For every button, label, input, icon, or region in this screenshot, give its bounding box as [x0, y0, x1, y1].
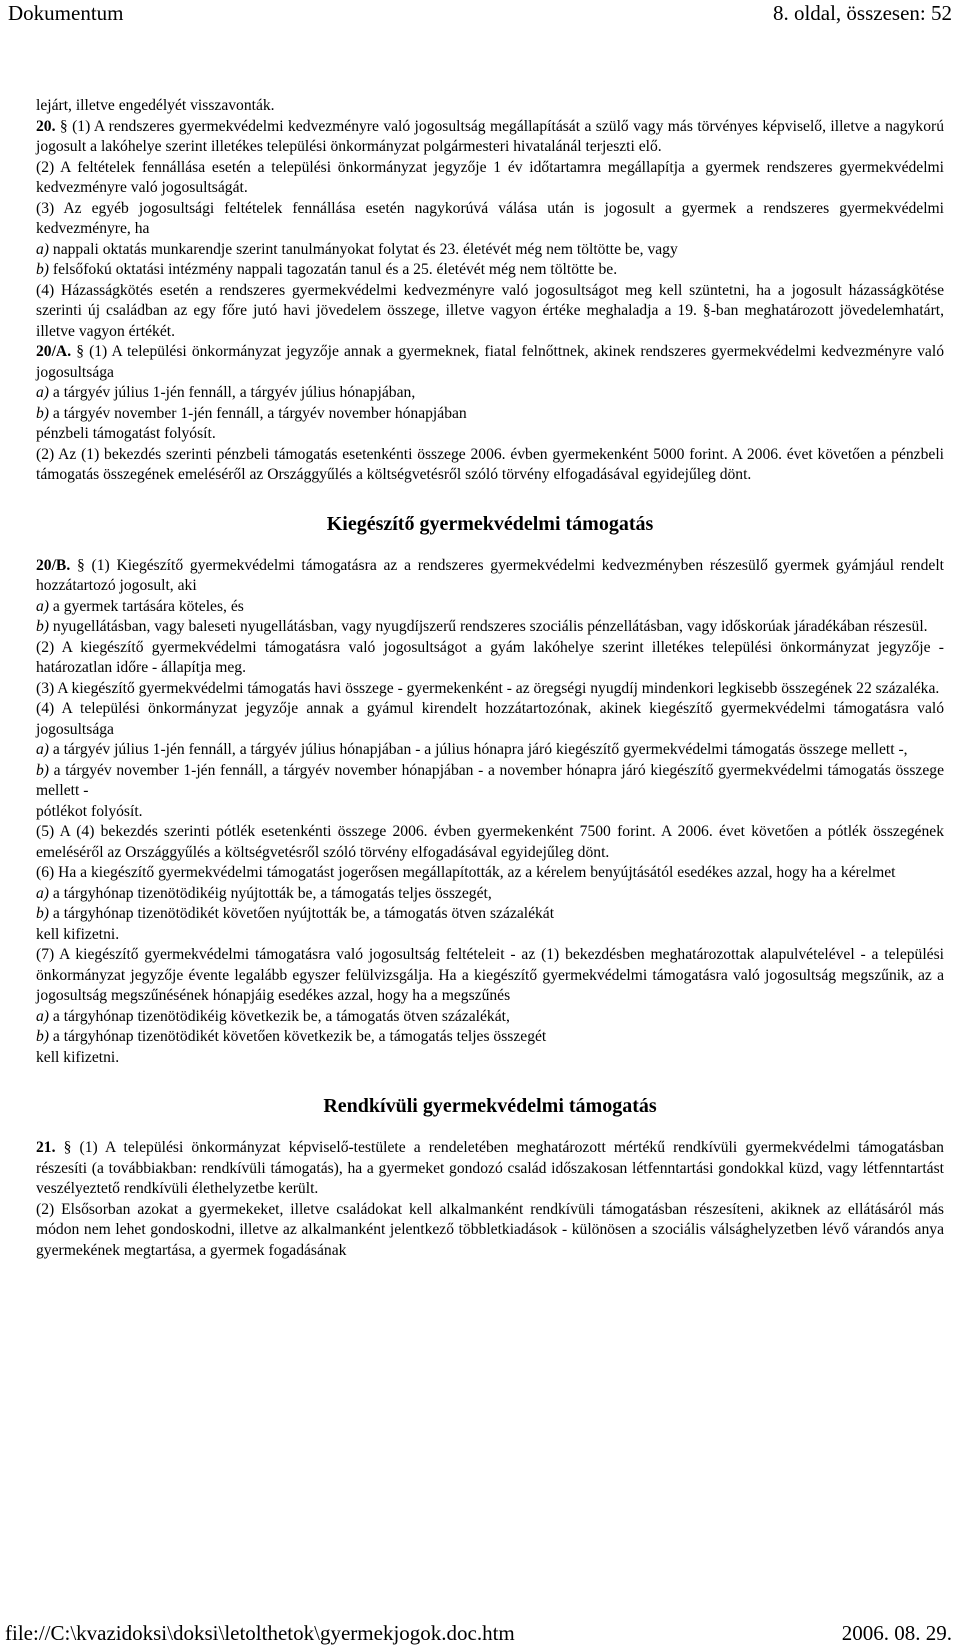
- header-title: Dokumentum: [8, 1, 124, 25]
- section-20b-p6: (6) Ha a kiegészítő gyermekvédelmi támogatást jogerősen megállapították, az a kérelem benyújtásától esedékes azzal, hogy ha a kérelmet: [36, 864, 896, 881]
- list-item: [36, 260, 944, 281]
- list-text: a tárgyhónap tizenötödikét követően nyújtották be, a támogatás ötven százalékát: [52, 905, 555, 922]
- list-letter: b): [36, 905, 49, 922]
- paragraph-text: § (1) A települési önkormányzat jegyzője annak a gyermeknek, fiatal felnőttnek, akinek rendszeres gyermekvédelmi kedvezményre való jogosultsága: [36, 343, 944, 381]
- paragraph: lejárt, illetve engedélyét visszavonták.: [36, 97, 275, 114]
- list-item: [36, 904, 944, 925]
- paragraph: pénzbeli támogatást folyósít.: [36, 425, 216, 442]
- paragraph: kell kifizetni.: [36, 925, 120, 943]
- list-text: a tárgyév november 1-jén fennáll, a tárgyév november hónapjában - a november hónapra járó kiegészítő gyermekvédelmi támogatás összege mellett -: [36, 761, 944, 799]
- header-page-count: 8. oldal, összesen: 52: [772, 1, 952, 25]
- section-20b-p5: (5) A (4) bekezdés szerinti pótlék esetenkénti összege 2006. évben gyermekenként 7500 forint. A 2006. évet követően a pótlék összegének emeléséről az Országgyűlés a költségvetésről szóló törvény elfogadásával egyidejűleg dönt.: [36, 823, 944, 861]
- section-number: 20.: [36, 117, 56, 135]
- list-letter: a): [36, 1007, 49, 1025]
- list-text: a gyermek tartására köteles, és: [52, 597, 244, 615]
- list-text: a tárgyév július 1-jén fennáll, a tárgyév július hónapjában - a július hónapra járó kiegészítő gyermekvédelmi támogatás összege mellett -,: [52, 741, 908, 758]
- list-letter: a): [36, 597, 49, 615]
- page-header: [0, 0, 960, 28]
- paragraph: pótlékot folyósít.: [36, 802, 143, 820]
- list-item: [36, 1007, 944, 1028]
- list-letter: a): [36, 741, 49, 758]
- list-item: [36, 240, 944, 261]
- list-letter: b): [36, 1028, 49, 1045]
- section-20-p1: [36, 117, 944, 158]
- section-number: 20/B.: [36, 556, 71, 574]
- page-footer: [0, 1620, 960, 1648]
- section-20b-p7: (7) A kiegészítő gyermekvédelmi támogatásra való jogosultság feltételeit - az (1) bekezdésben meghatározottak alapulvételével - a települési önkormányzat jegyzője évente legalább egyszer felülvizsgálja. Ha a kiegészítő gyermekvédelmi támogatásra való jogosultság megszűnik, az a jogosultság megszűnésének hónapjáig esedékes azzal, hogy ha a megszűnés: [36, 946, 944, 1004]
- section-20b-p1: [36, 556, 944, 597]
- list-letter: b): [36, 404, 49, 422]
- paragraph-text: § (1) Kiegészítő gyermekvédelmi támogatásra az a rendszeres gyermekvédelmi kedvezményben részesülő gyermek gyámjául rendelt hozzátartozó jogosult, aki: [36, 556, 944, 594]
- list-text: a tárgyév november 1-jén fennáll, a tárgyév november hónapjában: [52, 404, 467, 422]
- section-20b-p3: (3) A kiegészítő gyermekvédelmi támogatás havi összege - gyermekenként - az öregségi nyugdíj mindenkori legkisebb összegének 22 százaléka.: [36, 679, 940, 697]
- list-letter: a): [36, 240, 49, 258]
- list-item: [36, 1027, 944, 1048]
- section-20-p2: (2) A feltételek fennállása esetén a települési önkormányzat jegyzője 1 év időtartamra megállapítja a gyermek rendszeres gyermekvédelmi kedvezményre való jogosultságát.: [36, 158, 944, 196]
- list-letter: a): [36, 384, 49, 401]
- list-item: [36, 597, 944, 618]
- list-letter: b): [36, 261, 49, 278]
- footer-file-path: file://C:\kvazidoksi\doksi\letolthetok\gyermekjogok.doc.htm: [5, 1621, 515, 1645]
- list-text: nappali oktatás munkarendje szerint tanulmányokat folytat és 23. életévét még nem töltötte be, vagy: [52, 240, 678, 258]
- section-21-p2: (2) Elsősorban azokat a gyermekeket, illetve családokat kell alkalmanként rendkívüli támogatásban részesíteni, akiknek az ellátásáról más módon nem lehet gondoskodni, illetve az alkalmanként jelentkező többletkiadások - különösen a szociális válsághelyzetben lévő várandós anya gyermekének megtartása, a gyermek fogadásának: [36, 1200, 944, 1259]
- list-letter: b): [36, 618, 49, 635]
- list-item: [36, 761, 944, 802]
- list-item: [36, 404, 944, 425]
- list-letter: a): [36, 884, 49, 902]
- section-20a-p1: [36, 342, 944, 383]
- section-20-p3: (3) Az egyéb jogosultsági feltételek fennállása esetén nagykorúvá válása után is jogosult a gyermek a rendszeres gyermekvédelmi kedvezményre, ha: [36, 199, 944, 237]
- list-text: a tárgyhónap tizenötödikéig nyújtották be, a támogatás teljes összegét,: [52, 884, 492, 902]
- list-text: a tárgyév július 1-jén fennáll, a tárgyév július hónapjában,: [52, 384, 416, 401]
- list-item: [36, 617, 944, 638]
- list-item: [36, 383, 944, 404]
- document-body: [36, 96, 944, 1261]
- list-item: [36, 884, 944, 905]
- list-letter: b): [36, 761, 49, 779]
- list-item: [36, 740, 944, 761]
- paragraph: kell kifizetni.: [36, 1048, 120, 1066]
- paragraph-text: § (1) A települési önkormányzat képviselő-testülete a rendeletében meghatározott mértékű rendkívüli gyermekvédelmi támogatásban részesíti (a továbbiakban: rendkívüli támogatás), ha a gyermeket gondozó család időszakosan létfenntartási gondokkal küzd, vagy létfenntartást veszélyeztető rendkívüli élethelyzetbe került.: [36, 1139, 944, 1197]
- section-heading: Rendkívüli gyermekvédelmi támogatás: [323, 1095, 657, 1117]
- section-20-p4: (4) Házasságkötés esetén a rendszeres gyermekvédelmi kedvezményre való jogosultságot meg kell szüntetni, ha a jogosult házasságkötése szerinti új családban az egy főre jutó havi jövedelem összege, illetve vagyon értéke meghaladja a 19. §-ban meghatározott jövedelemhatárt, illetve vagyon értékét.: [36, 281, 944, 340]
- section-21-p1: [36, 1138, 944, 1200]
- list-text: nyugellátásban, vagy baleseti nyugellátásban, vagy nyugdíjszerű rendszeres szociális pénzellátásban, vagy időskorúak járadékában részesül.: [52, 618, 928, 635]
- list-text: felsőfokú oktatási intézmény nappali tagozatán tanul és a 25. életévét még nem töltötte be.: [52, 261, 618, 278]
- section-20a-p2: (2) Az (1) bekezdés szerinti pénzbeli támogatás esetenkénti összege 2006. évben gyermekenként 5000 forint. A 2006. évet követően a pénzbeli támogatás összegének emeléséről az Országgyűlés a költségvetésről szóló törvény elfogadásával egyidejűleg dönt.: [36, 445, 944, 483]
- paragraph-text: § (1) A rendszeres gyermekvédelmi kedvezményre való jogosultság megállapítását a szülő vagy más törvényes képviselő, illetve a nagykorú jogosult a lakóhelye szerint illetékes települési önkormányzat polgármesteri hivatalánál terjeszti elő.: [36, 117, 944, 155]
- list-text: a tárgyhónap tizenötödikéig következik be, a támogatás ötven százalékát,: [52, 1007, 510, 1025]
- footer-date: 2006. 08. 29.: [841, 1621, 952, 1645]
- section-heading: Kiegészítő gyermekvédelmi támogatás: [326, 512, 654, 535]
- list-text: a tárgyhónap tizenötödikét követően következik be, a támogatás teljes összegét: [52, 1028, 547, 1045]
- section-number: 20/A.: [36, 343, 72, 360]
- section-20b-p2: (2) A kiegészítő gyermekvédelmi támogatásra való jogosultságot a gyám lakóhelye szerint illetékes települési önkormányzat jegyzője - határozatlan időre - állapítja meg.: [36, 638, 944, 676]
- section-20b-p4: (4) A települési önkormányzat jegyzője annak a gyámul kirendelt hozzátartozónak, akinek kiegészítő gyermekvédelmi támogatásra való jogosultsága: [36, 700, 944, 738]
- section-number: 21.: [36, 1139, 56, 1156]
